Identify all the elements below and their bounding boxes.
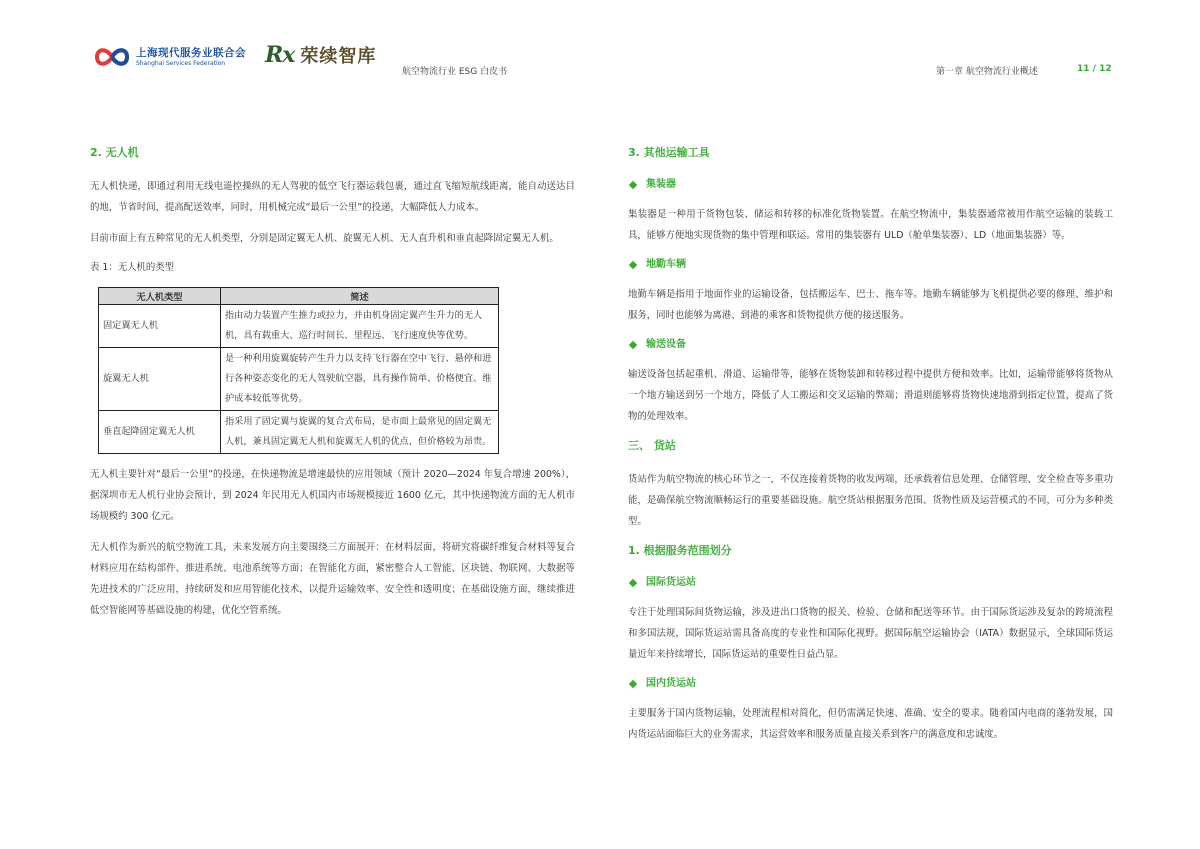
- org-name-cn: 上海现代服务业联合会: [136, 46, 246, 59]
- paragraph: 集装器是一种用于货物包装、储运和转移的标准化货物装置。在航空物流中，集装器通常被用作航空运输的装载工具，能够方便地实现货物的集中管理和联运。常用的集装器有 ULD（舱单集装器）、LD（地面集装器）等。: [628, 209, 1113, 241]
- table-cell-desc: 指采用了固定翼与旋翼的复合式布局，是市面上最常见的固定翼无人机，兼具固定翼无人机和旋翼无人机的优点，但价格较为昂贵。: [221, 411, 499, 454]
- table-cell-type: 垂直起降固定翼无人机: [99, 411, 221, 454]
- paragraph: 主要服务于国内货物运输，处理流程相对简化，但仍需满足快速、准确、安全的要求。随着国内电商的蓬勃发展，国内货运站面临巨大的业务需求，其运营效率和服务质量直接关系到客户的满意度和忠诚度。: [628, 708, 1113, 740]
- section-heading-by-scope: 1. 根据服务范围划分: [628, 544, 732, 557]
- rx-logo: [265, 42, 376, 68]
- table-caption: 表 1：无人机的类型: [90, 262, 174, 273]
- table-cell-type: 旋翼无人机: [99, 348, 221, 411]
- ssf-logo-icon: [93, 42, 131, 72]
- diamond-bullet-icon: [629, 680, 637, 688]
- table-cell-type: 固定翼无人机: [99, 305, 221, 348]
- chapter-title: 第一章 航空物流行业概述: [936, 67, 1038, 77]
- subheading-label: 地勤车辆: [646, 259, 686, 270]
- org-name-en: Shanghai Services Federation: [136, 59, 226, 67]
- page-number: 11 / 12: [1077, 64, 1112, 74]
- subheading-domestic: [628, 675, 1113, 693]
- subheading-label: 国际货运站: [646, 577, 696, 588]
- left-column: [90, 144, 575, 631]
- paragraph: 无人机作为新兴的航空物流工具，未来发展方向主要围绕三方面展开：在材料层面，将研究将碳纤维复合材料等复合材料应用在结构部件、推进系统、电池系统等方面；在智能化方面，紧密整合人工智能、区块链、物联网、大数据等先进技术的广泛应用，持续研发和应用智能化技术，以提升运输效率、安全性和透明度；在基础设施方面，继续推进低空智能网等基础设施的构建，优化空管系统。: [90, 542, 575, 616]
- paragraph: 地勤车辆是指用于地面作业的运输设备，包括搬运车、巴士、拖车等。地勤车辆能够为飞机提供必要的修理、维护和服务，同时也能够为离港、到港的乘客和货物提供方便的接送服务。: [628, 289, 1113, 321]
- section-heading-drone: 2. 无人机: [90, 146, 139, 159]
- page-header: [0, 0, 1200, 100]
- rx-logo-mark: Rx: [265, 42, 295, 68]
- subheading-ground-vehicles: [628, 256, 1113, 274]
- paragraph: 专注于处理国际间货物运输，涉及进出口货物的报关、检验、仓储和配送等环节。由于国际货运涉及复杂的跨境流程和多国法规，国际货运站需具备高度的专业性和国际化视野。据国际航空运输协会（IATA）数据显示，全球国际货运量近年来持续增长，国际货运站的重要性日益凸显。: [628, 607, 1113, 660]
- diamond-bullet-icon: [629, 181, 637, 189]
- section-heading-other-transport: 3. 其他运输工具: [628, 146, 710, 159]
- ssf-logo: [93, 42, 246, 72]
- table-row: [99, 348, 499, 411]
- table-header-cell: 无人机类型: [99, 288, 221, 305]
- drone-types-table: [98, 287, 499, 454]
- diamond-bullet-icon: [629, 341, 637, 349]
- paragraph: 无人机快递，即通过利用无线电遥控操纵的无人驾驶的低空飞行器运载包裹，通过直飞缩短航线距离，能自动送达目的地，节省时间，提高配送效率，同时，用机械完成“最后一公里”的投递，大幅降低人力成本。: [90, 181, 575, 213]
- document-title: 航空物流行业 ESG 白皮书: [402, 67, 508, 77]
- right-column: [628, 144, 1113, 755]
- diamond-bullet-icon: [629, 579, 637, 587]
- table-cell-desc: 指由动力装置产生推力或拉力，并由机身固定翼产生升力的无人机，具有载重大、巡行时间长、里程远、飞行速度快等优势。: [221, 305, 499, 348]
- subheading-label: 集装器: [646, 179, 676, 190]
- table-row: [99, 305, 499, 348]
- table-header-row: [99, 288, 499, 305]
- subheading-container: [628, 176, 1113, 194]
- section-heading-cargo-terminal: 三、 货站: [628, 439, 676, 452]
- table-cell-desc: 是一种利用旋翼旋转产生升力以支持飞行器在空中飞行、悬停和进行各种姿态变化的无人驾驶航空器，具有操作简单、价格便宜、维护成本较低等优势。: [221, 348, 499, 411]
- paragraph: 目前市面上有五种常见的无人机类型，分别是固定翼无人机、旋翼无人机、无人直升机和垂直起降固定翼无人机。: [90, 233, 559, 244]
- diamond-bullet-icon: [629, 261, 637, 269]
- subheading-international: [628, 574, 1113, 592]
- paragraph: 输送设备包括起重机、滑道、运输带等，能够在货物装卸和转移过程中提供方便和效率。比如，运输带能够将货物从一个地方输送到另一个地方，降低了人工搬运和交叉运输的弊端；滑道则能够将货物快速地滑到指定位置，提高了货物的处理效率。: [628, 369, 1113, 422]
- paragraph: 无人机主要针对“最后一公里”的投递，在快递物流是增速最快的应用领域（预计 2020—2024 年复合增速 200%），据深圳市无人机行业协会预计，到 2024 年民用无人机国内市场规模接近 1600 亿元，其中快递物流方面的无人机市场规模约 300 亿元。: [90, 469, 575, 522]
- subheading-conveyors: [628, 336, 1113, 354]
- subheading-label: 国内货运站: [646, 678, 696, 689]
- brand-name: 荣续智库: [300, 46, 377, 67]
- table-row: [99, 411, 499, 454]
- paragraph: 货站作为航空物流的核心环节之一，不仅连接着货物的收发两端，还承载着信息处理、仓储管理、安全检查等多重功能，是确保航空物流顺畅运行的重要基础设施。航空货站根据服务范围、货物性质及运营模式的不同，可分为多种类型。: [628, 474, 1113, 527]
- table-header-cell: 简述: [221, 288, 499, 305]
- subheading-label: 输送设备: [646, 339, 686, 350]
